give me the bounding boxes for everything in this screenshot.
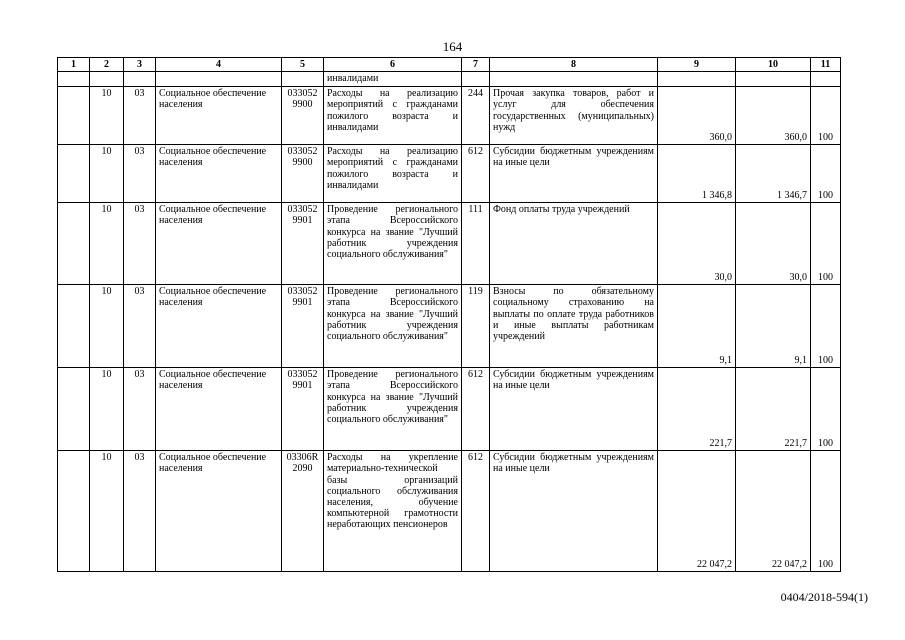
cell-planned: 30,0 (658, 203, 736, 285)
cell-expense-type: 612 (462, 451, 490, 572)
cell-executed: 360,0 (736, 87, 811, 145)
cell-expense-name: Субсидии бюджетным учреждениям на иные цели (490, 145, 658, 203)
header-col-8: 8 (490, 58, 658, 72)
table-row (58, 285, 841, 368)
header-col-5: 5 (282, 58, 324, 72)
cell-executed: 221,7 (736, 368, 811, 451)
header-col-2: 2 (90, 58, 124, 72)
cell-purpose: Расходы на реализацию мероприятий с гражданами пожилого возраста и инвалидами (324, 145, 462, 203)
cell-purpose: Расходы на реализацию мероприятий с гражданами пожилого возраста и инвалидами (324, 87, 462, 145)
cell-section-name: Социальное обеспечение населения (156, 145, 282, 203)
cell-expense-type: 244 (462, 87, 490, 145)
cell-section: 10 (90, 203, 124, 285)
cell-planned: 221,7 (658, 368, 736, 451)
cell-subsection: 03 (124, 368, 156, 451)
cell-executed: 9,1 (736, 285, 811, 368)
cell-section: 10 (90, 87, 124, 145)
table-row (58, 87, 841, 145)
continuation-row (58, 72, 841, 87)
cell-percent: 100 (811, 451, 841, 572)
cell-section-name: Социальное обеспечение населения (156, 203, 282, 285)
document-id: 0404/2018-594(1) (780, 590, 868, 604)
cell-expense-type: 111 (462, 203, 490, 285)
cell-expense-type: 119 (462, 285, 490, 368)
cell-section: 10 (90, 368, 124, 451)
budget-table (57, 57, 841, 572)
cell-planned: 9,1 (658, 285, 736, 368)
cell-expense-name: Фонд оплаты труда учреждений (490, 203, 658, 285)
cell-target-code: 033052 9901 (282, 203, 324, 285)
cell-purpose: Проведение регионального этапа Всероссийского конкурса на звание "Лучший работник учреждения социального обслуживания" (324, 285, 462, 368)
cell-subsection: 03 (124, 451, 156, 572)
cell-subsection: 03 (124, 145, 156, 203)
cell-purpose: Проведение регионального этапа Всероссийского конкурса на звание "Лучший работник учреждения социального обслуживания" (324, 203, 462, 285)
cell-section: 10 (90, 285, 124, 368)
cell-section: 10 (90, 451, 124, 572)
cell-target-code: 033052 9901 (282, 368, 324, 451)
table-row (58, 203, 841, 285)
cell-purpose: Проведение регионального этапа Всероссийского конкурса на звание "Лучший работник учреждения социального обслуживания" (324, 368, 462, 451)
cell-executed: 1 346,7 (736, 145, 811, 203)
cell-target-code: 033052 9900 (282, 87, 324, 145)
cell-expense-name: Прочая закупка товаров, работ и услуг для обеспечения государственных (муниципальных) нужд (490, 87, 658, 145)
cell-section-name: Социальное обеспечение населения (156, 451, 282, 572)
cell-section-name: Социальное обеспечение населения (156, 87, 282, 145)
header-col-4: 4 (156, 58, 282, 72)
cell-executed: 22 047,2 (736, 451, 811, 572)
cell-planned: 360,0 (658, 87, 736, 145)
header-col-6: 6 (324, 58, 462, 72)
cell-purpose: Расходы на укрепление материально-технической базы организаций социального обслуживания населения, обучение компьютерной грамотности неработающих пенсионеров (324, 451, 462, 572)
cell-planned: 1 346,8 (658, 145, 736, 203)
header-col-3: 3 (124, 58, 156, 72)
cell-percent: 100 (811, 145, 841, 203)
cell-percent: 100 (811, 87, 841, 145)
cell-planned: 22 047,2 (658, 451, 736, 572)
page-number: 164 (442, 39, 463, 54)
header-col-11: 11 (811, 58, 841, 72)
cell-section-name: Социальное обеспечение населения (156, 285, 282, 368)
cell-target-code: 033052 9900 (282, 145, 324, 203)
cell-subsection: 03 (124, 203, 156, 285)
cell-expense-name: Субсидии бюджетным учреждениям на иные цели (490, 368, 658, 451)
table-row (58, 451, 841, 572)
header-col-10: 10 (736, 58, 811, 72)
header-col-9: 9 (658, 58, 736, 72)
cell-subsection: 03 (124, 285, 156, 368)
cell-percent: 100 (811, 368, 841, 451)
cell-section-name: Социальное обеспечение населения (156, 368, 282, 451)
cell-section: 10 (90, 145, 124, 203)
cell-expense-name: Взносы по обязательному социальному страхованию на выплаты по оплате труда работников и иные выплаты работникам учреждений (490, 285, 658, 368)
cell-percent: 100 (811, 203, 841, 285)
cell-expense-type: 612 (462, 145, 490, 203)
cell-percent: 100 (811, 285, 841, 368)
cell-purpose: инвалидами (324, 72, 462, 87)
cell-expense-name: Субсидии бюджетным учреждениям на иные цели (490, 451, 658, 572)
header-row (58, 58, 841, 72)
cell-subsection: 03 (124, 87, 156, 145)
cell-target-code: 03306R 2090 (282, 451, 324, 572)
table-row (58, 145, 841, 203)
cell-expense-type: 612 (462, 368, 490, 451)
cell-executed: 30,0 (736, 203, 811, 285)
cell-target-code: 033052 9901 (282, 285, 324, 368)
header-col-7: 7 (462, 58, 490, 72)
header-col-1: 1 (58, 58, 90, 72)
table-row (58, 368, 841, 451)
